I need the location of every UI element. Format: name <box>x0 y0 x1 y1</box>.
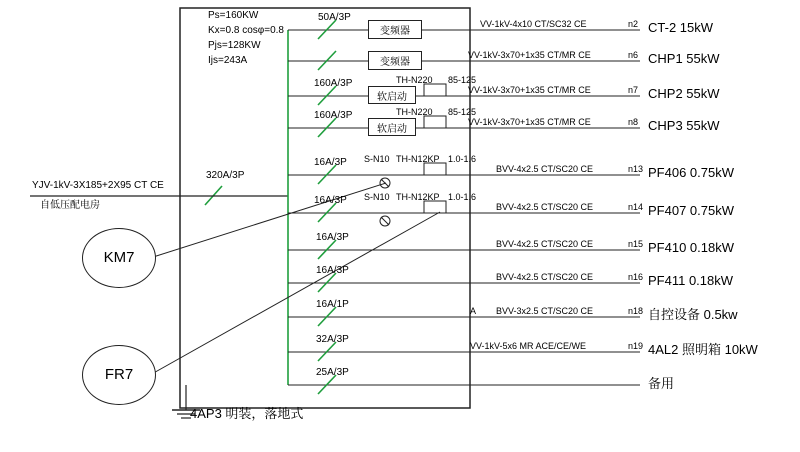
load-label-11: 备用 <box>648 376 675 391</box>
contactor-label-5: S-N10 <box>364 154 390 164</box>
breaker-label-9: 16A/1P <box>316 299 349 310</box>
circuit-no-3: n7 <box>628 85 639 95</box>
cable-label-1: VV-1kV-4x10 CT/SC32 CE <box>480 19 587 29</box>
thermal-range-6: 1.0-1.6 <box>448 192 477 202</box>
panel-note-label: 4AP3 明装，落地式 <box>190 406 304 421</box>
incoming-cable-label: YJV-1kV-3X185+2X95 CT CE <box>32 180 164 191</box>
relay-leader-lines <box>150 183 440 375</box>
cable-label-9: BVV-3x2.5 CT/SC20 CE <box>496 306 594 316</box>
thermal-range-3: 85-125 <box>448 75 477 85</box>
contactor-label-6: S-N10 <box>364 192 390 202</box>
relay-km7[interactable] <box>82 228 156 288</box>
thermal-range-5: 1.0-1.6 <box>448 154 477 164</box>
load-label-9: 自控设备 0.5kw <box>648 307 738 322</box>
circuit-no-5: n13 <box>628 164 644 174</box>
thermal-label-5: TH-N12KP <box>396 154 440 164</box>
thermal-range-4: 85-125 <box>448 107 477 117</box>
device-inverter-1-label: 变频器 <box>380 26 410 37</box>
cable-label-7: BVV-4x2.5 CT/SC20 CE <box>496 239 594 249</box>
cable-label-4: VV-1kV-3x70+1x35 CT/MR CE <box>468 117 591 127</box>
thermal-label-3: TH-N220 <box>396 75 433 85</box>
device-softstart-1-label: 软启动 <box>377 91 407 103</box>
load-label-4: CHP3 55kW <box>648 118 720 133</box>
circuit-no-2: n6 <box>628 50 639 60</box>
circuit-no-1: n2 <box>628 19 639 29</box>
device-softstart-2[interactable] <box>368 118 416 136</box>
panel-enclosure <box>180 8 470 408</box>
breaker-label-5: 16A/3P <box>314 157 347 168</box>
phase-label-9: A <box>470 306 477 316</box>
load-label-3: CHP2 55kW <box>648 86 720 101</box>
param-line-3: Pjs=128KW <box>208 40 261 51</box>
cable-label-3: VV-1kV-3x70+1x35 CT/MR CE <box>468 85 591 95</box>
load-label-6: PF407 0.75kW <box>648 203 734 218</box>
device-inverter-1[interactable] <box>368 20 422 39</box>
circuit-no-10: n19 <box>628 341 644 351</box>
param-line-2: Kx=0.8 cosφ=0.8 <box>208 25 284 36</box>
load-label-7: PF410 0.18kW <box>648 240 734 255</box>
circuit-no-9: n18 <box>628 306 644 316</box>
thermal-label-4: TH-N220 <box>396 107 433 117</box>
breaker-label-8: 16A/3P <box>316 265 349 276</box>
load-label-8: PF411 0.18kW <box>648 273 734 288</box>
breaker-label-4: 160A/3P <box>314 110 353 121</box>
thermal-label-6: TH-N12KP <box>396 192 440 202</box>
breaker-label-3: 160A/3P <box>314 78 353 89</box>
breaker-label-1: 50A/3P <box>318 12 351 23</box>
cable-label-10: VV-1kV-5x6 MR ACE/CE/WE <box>470 341 587 351</box>
breaker-label-11: 25A/3P <box>316 367 349 378</box>
relay-fr7[interactable] <box>82 345 156 405</box>
load-label-2: CHP1 55kW <box>648 51 720 66</box>
load-label-10: 4AL2 照明箱 10kW <box>648 342 758 357</box>
breaker-label-10: 32A/3P <box>316 334 349 345</box>
load-label-5: PF406 0.75kW <box>648 165 734 180</box>
device-inverter-2-label: 变频器 <box>380 57 410 68</box>
breaker-label-7: 16A/3P <box>316 232 349 243</box>
circuit-no-4: n8 <box>628 117 639 127</box>
param-line-1: Ps=160KW <box>208 10 259 21</box>
cable-label-2: VV-1kV-3x70+1x35 CT/MR CE <box>468 50 591 60</box>
relay-km7-label: KM7 <box>103 249 135 266</box>
circuit-no-6: n14 <box>628 202 644 212</box>
incoming-breaker-label: 320A/3P <box>206 170 245 181</box>
device-softstart-2-label: 软启动 <box>377 123 407 135</box>
incoming-source-label: 自低压配电房 <box>40 200 100 211</box>
circuit-no-8: n16 <box>628 272 644 282</box>
cable-label-8: BVV-4x2.5 CT/SC20 CE <box>496 272 594 282</box>
circuit-no-7: n15 <box>628 239 644 249</box>
breaker-label-6: 16A/3P <box>314 195 347 206</box>
load-label-1: CT-2 15kW <box>648 20 714 35</box>
device-softstart-1[interactable] <box>368 86 416 104</box>
device-inverter-2[interactable] <box>368 51 422 70</box>
cable-label-5: BVV-4x2.5 CT/SC20 CE <box>496 164 594 174</box>
param-line-4: Ijs=243A <box>208 55 248 66</box>
relay-fr7-label: FR7 <box>104 366 134 383</box>
cable-label-6: BVV-4x2.5 CT/SC20 CE <box>496 202 594 212</box>
